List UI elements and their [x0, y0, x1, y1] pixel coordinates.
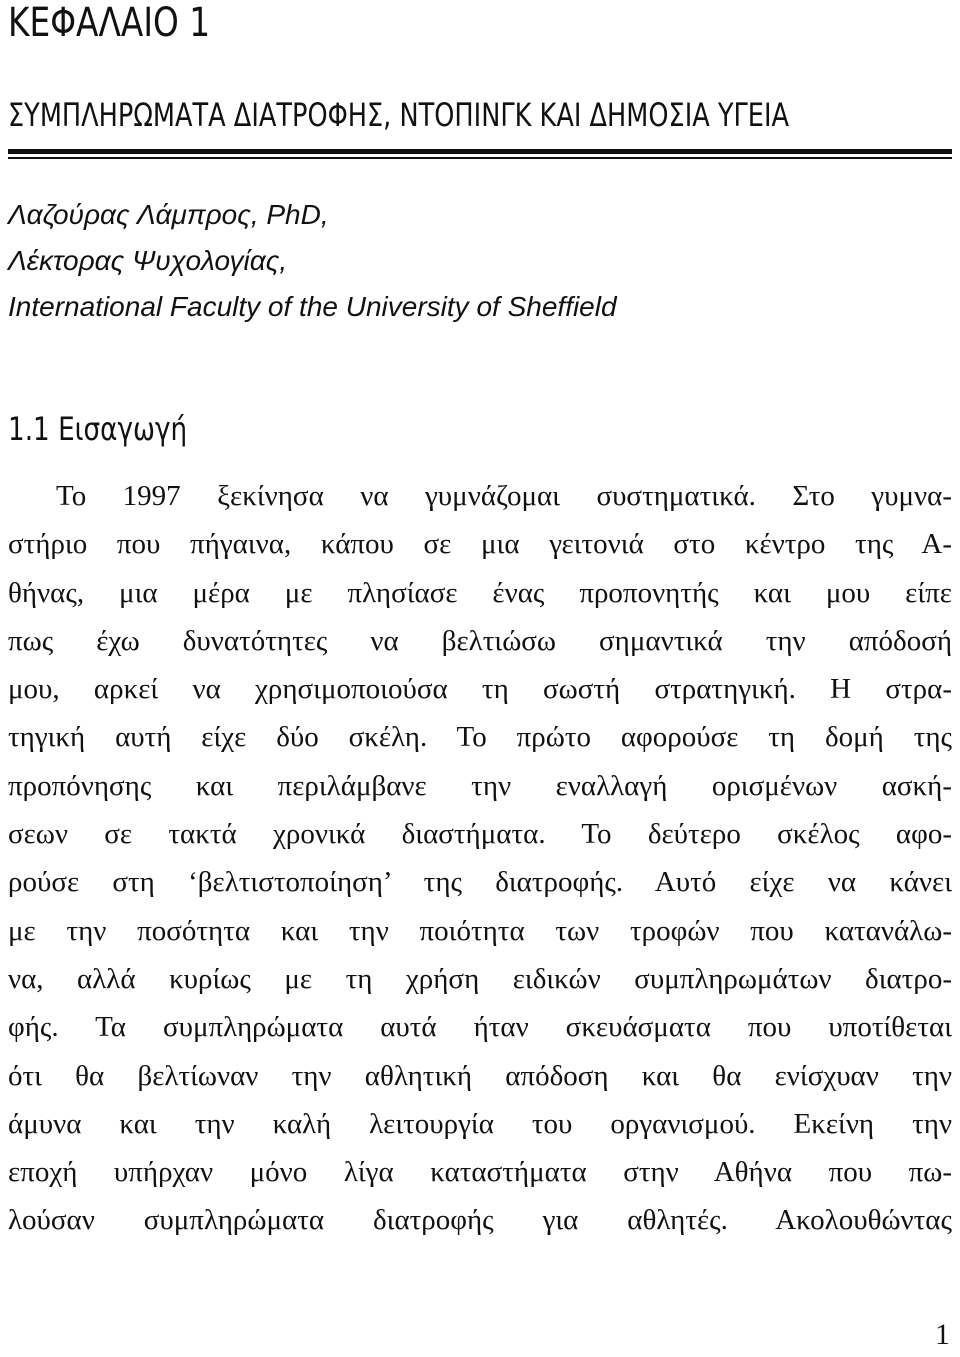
paragraph-line: φής. Τα συμπληρώματα αυτά ήταν σκευάσματα που υποτίθεται — [8, 1011, 952, 1044]
author-affiliation: International Faculty of the University of Sheffield — [8, 291, 617, 322]
title-rule-thin — [8, 157, 952, 159]
paragraph-line: λούσαν συμπληρώματα διατροφής για αθλητές. Ακολουθώντας — [8, 1204, 952, 1237]
page-number: 1 — [935, 1318, 950, 1351]
author-position: Λέκτορας Ψυχολογίας, — [8, 245, 288, 276]
paragraph-line: στήριο που πήγαινα, κάπου σε μια γειτονιά στο κέντρο της Α- — [8, 528, 952, 561]
author-block — [8, 192, 617, 330]
paragraph-line: εποχή υπήρχαν μόνο λίγα καταστήματα στην Αθήνα που πω- — [8, 1156, 952, 1189]
paragraph-line: μου, αρκεί να χρησιμοποιούσα τη σωστή στρατηγική. Η στρα- — [8, 673, 952, 706]
author-name: Λαζούρας Λάμπρος, PhD, — [8, 199, 329, 230]
paragraph-line: πως έχω δυνατότητες να βελτιώσω σημαντικά την απόδοσή — [8, 624, 952, 657]
chapter-subtitle: ΣΥΜΠΛΗΡΩΜΑΤΑ ΔΙΑΤΡΟΦΗΣ, ΝΤΟΠΙΝΓΚ ΚΑΙ ΔΗΜΟΣΙΑ ΥΓΕΙΑ — [8, 96, 790, 134]
paragraph-line: προπόνησης και περιλάμβανε την εναλλαγή ορισμένων ασκή- — [8, 769, 952, 802]
body-paragraph — [8, 472, 952, 1245]
paragraph-line: θήνας, μια μέρα με πλησίασε ένας προπονητής και μου είπε — [8, 576, 952, 609]
paragraph-line: ότι θα βελτίωναν την αθλητική απόδοση και θα ενίσχυαν την — [8, 1059, 952, 1092]
title-rule-thick — [8, 149, 952, 154]
paragraph-line: τηγική αυτή είχε δύο σκέλη. Το πρώτο αφορούσε τη δομή της — [8, 721, 952, 754]
paragraph-line: να, αλλά κυρίως με τη χρήση ειδικών συμπληρωμάτων διατρο- — [8, 962, 952, 995]
section-heading: 1.1 Εισαγωγή — [8, 410, 188, 448]
paragraph-line: με την ποσότητα και την ποιότητα των τροφών που κατανάλω- — [8, 914, 952, 947]
chapter-title: ΚΕΦΑΛΑΙΟ 1 — [8, 0, 211, 46]
paragraph-line: άμυνα και την καλή λειτουργία του οργανισμού. Εκείνη την — [8, 1107, 952, 1140]
paragraph-line: Το 1997 ξεκίνησα να γυμνάζομαι συστηματικά. Στο γυμνα- — [56, 480, 952, 512]
paragraph-line: σεων σε τακτά χρονικά διαστήματα. Το δεύτερο σκέλος αφο- — [8, 818, 952, 851]
paragraph-line: ρούσε στη ‘βελτιστοποίηση’ της διατροφής. Αυτό είχε να κάνει — [8, 866, 952, 899]
